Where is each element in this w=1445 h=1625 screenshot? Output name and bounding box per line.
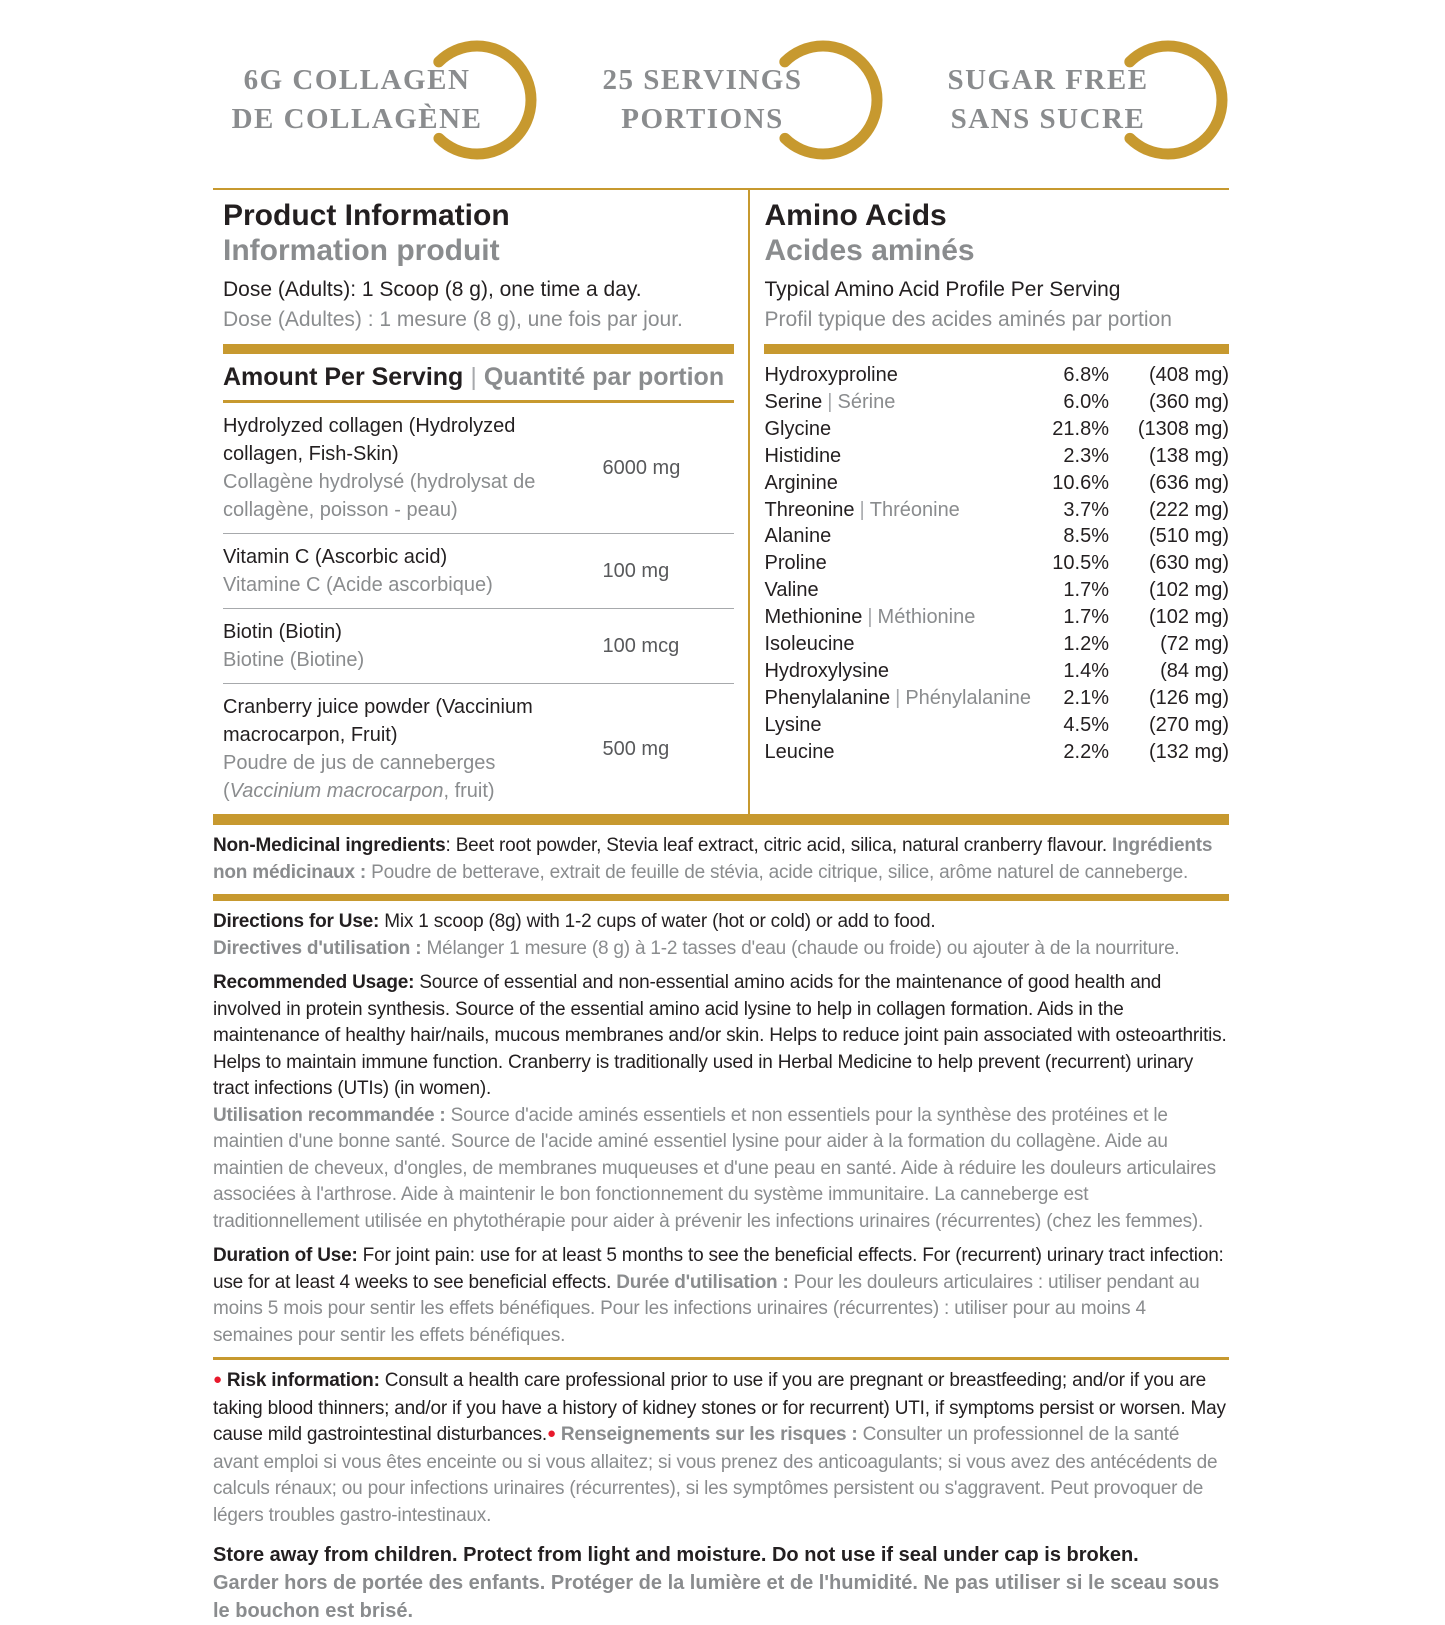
ingredient-table xyxy=(223,403,734,814)
non-medicinal-label-en: Non-Medicinal ingredients xyxy=(213,835,446,856)
dose-en: Dose (Adults): 1 Scoop (8 g), one time a day. xyxy=(223,278,642,301)
amino-acid-mg: (102 mg) xyxy=(1148,606,1229,629)
ingredient-name-en: Cranberry juice powder (Vaccinium macrocarpon, Fruit) xyxy=(223,696,533,746)
amino-acid-percent: 1.4% xyxy=(1063,659,1109,682)
amino-acid-row xyxy=(764,389,1229,416)
amino-acid-mg: (360 mg) xyxy=(1148,390,1229,413)
non-medicinal-section: Non-Medicinal ingredients: Beet root powder, Stevia leaf extract, citric acid, silica, natural cranberry flavour. Ingrédients non médicinaux : Poudre de betterave, extrait de feuille de stévia, acide citrique, silice, arôme naturel de canneberge. xyxy=(213,835,1213,883)
ingredient-amount: 6000 mg xyxy=(602,456,681,479)
badges-row xyxy=(213,24,1229,176)
ingredient-name-fr: Poudre de jus de canneberges (Vaccinium macrocarpon, fruit) xyxy=(223,752,496,802)
badge-line-2: PORTIONS xyxy=(621,103,784,135)
storage-text-en: Store away from children. Protect from light and moisture. Do not use if seal under cap is broken. xyxy=(213,1544,1139,1566)
amino-acid-row xyxy=(764,631,1229,658)
amino-acid-percent: 1.7% xyxy=(1063,606,1109,629)
amino-acid-mg: (408 mg) xyxy=(1148,364,1229,386)
ingredient-names xyxy=(223,618,596,674)
amino-acid-mg: (1308 mg) xyxy=(1137,417,1229,440)
amino-subtitle-en: Typical Amino Acid Profile Per Serving xyxy=(764,278,1121,301)
ingredient-name-fr: Vitamine C (Acide ascorbique) xyxy=(223,574,493,596)
amino-acid-mg: (102 mg) xyxy=(1148,579,1229,602)
ingredient-name-en: Biotin (Biotin) xyxy=(223,621,342,643)
amino-acid-percent: 2.1% xyxy=(1063,686,1109,709)
amino-acid-mg: (636 mg) xyxy=(1148,471,1229,494)
amino-acid-name: Phenylalanine | Phénylalanine xyxy=(764,686,1031,709)
amount-per-serving-header xyxy=(223,354,734,400)
ingredient-name-fr: Collagène hydrolysé (hydrolysat de collagène, poisson - peau) xyxy=(223,471,536,521)
red-dot-icon: ● xyxy=(213,1371,222,1388)
amino-acid-name: Isoleucine xyxy=(764,633,855,656)
ingredient-row xyxy=(223,683,734,814)
directions-section: Directions for Use: Mix 1 scoop (8g) with 1-2 cups of water (hot or cold) or add to food. Directives d'utilisation : Mélanger 1 mesure (8 g) à 1-2 tasses d'eau (chaude ou froide) ou ajouter à de la nourriture. xyxy=(213,911,1180,959)
amino-acid-name: Hydroxyproline xyxy=(764,364,898,386)
duration-section: Duration of Use: For joint pain: use for at least 5 months to see the beneficial effects. For (recurrent) urinary tract infection: use for at least 4 weeks to see beneficial effects. Durée d'utilisation : Pour les douleurs articulaires : utiliser pendant au moins 5 mois pour sentir les effets bénéfiques. Pour les infections urinaires (récurrentes) : utiliser pour au moins 4 semaines pour sentir les effets bénéfiques. xyxy=(213,1245,1224,1346)
amino-acid-name: Arginine xyxy=(764,471,838,494)
amino-acid-row xyxy=(764,443,1229,470)
red-dot-icon: ● xyxy=(546,1425,556,1442)
storage-section xyxy=(213,1541,1229,1625)
amino-acid-percent: 10.5% xyxy=(1052,552,1109,575)
ingredient-name-en: Vitamin C (Ascorbic acid) xyxy=(223,546,448,568)
amino-acid-row xyxy=(764,739,1229,766)
ingredient-amount: 500 mg xyxy=(602,737,670,760)
amino-acid-row xyxy=(764,712,1229,739)
amino-acids-panel xyxy=(750,190,1229,814)
badge xyxy=(559,24,884,176)
amount-per-serving-fr: Quantité par portion xyxy=(483,363,725,391)
amino-acid-percent: 1.7% xyxy=(1063,579,1109,602)
directions-label-fr: Directives d'utilisation : xyxy=(213,937,427,959)
badge-line-1: 6G COLLAGEN xyxy=(243,64,471,96)
dose-fr: Dose (Adultes) : 1 mesure (8 g), une fois par jour. xyxy=(223,308,683,331)
amino-acid-mg: (222 mg) xyxy=(1148,498,1229,521)
amino-acid-percent: 2.2% xyxy=(1063,740,1109,763)
ingredient-row xyxy=(223,403,734,533)
ingredient-names xyxy=(223,543,596,599)
badge-line-1: 25 SERVINGS xyxy=(602,64,803,96)
badge-text xyxy=(213,61,501,139)
amino-acid-percent: 3.7% xyxy=(1063,498,1109,521)
amino-acid-name: Threonine | Thréonine xyxy=(764,498,960,521)
amino-acid-row xyxy=(764,550,1229,577)
amino-acid-row xyxy=(764,362,1229,389)
duration-label-en: Duration of Use: xyxy=(213,1245,363,1266)
amino-acid-row xyxy=(764,416,1229,443)
duration-label-fr: Durée d'utilisation : xyxy=(616,1271,794,1293)
amino-acid-mg: (138 mg) xyxy=(1148,444,1229,467)
amino-acid-name: Proline xyxy=(764,552,827,575)
ingredient-amount: 100 mcg xyxy=(602,634,680,657)
amino-acid-name: Histidine xyxy=(764,444,842,467)
badge xyxy=(904,24,1229,176)
badge-line-2: DE COLLAGÈNE xyxy=(231,103,483,135)
amino-acid-mg: (510 mg) xyxy=(1148,525,1229,548)
amount-per-serving-en: Amount Per Serving xyxy=(223,363,464,391)
badge-line-1: SUGAR FREE xyxy=(947,64,1149,96)
amino-acid-name: Alanine xyxy=(764,525,832,548)
amino-acid-row xyxy=(764,604,1229,631)
amino-acid-row xyxy=(764,470,1229,497)
amino-acid-mg: (126 mg) xyxy=(1148,686,1229,709)
amino-acid-name: Glycine xyxy=(764,417,832,440)
badge-text xyxy=(904,61,1192,139)
recommended-label-fr: Utilisation recommandée : xyxy=(213,1104,451,1126)
amino-acid-percent: 10.6% xyxy=(1052,471,1109,494)
amino-acid-row xyxy=(764,685,1229,712)
amino-subtitle-fr: Profil typique des acides aminés par portion xyxy=(764,308,1172,331)
info-columns xyxy=(213,188,1229,814)
ingredient-names xyxy=(223,693,596,805)
amino-acid-name: Serine | Sérine xyxy=(764,390,896,413)
amino-acid-percent: 6.8% xyxy=(1063,364,1109,386)
amino-acids-title-fr: Acides aminés xyxy=(764,234,975,267)
amino-acid-name: Methionine | Méthionine xyxy=(764,606,976,629)
amino-acid-percent: 21.8% xyxy=(1052,417,1109,440)
amino-acid-name: Valine xyxy=(764,579,819,602)
amino-acid-row xyxy=(764,658,1229,685)
risk-label-fr: Renseignements sur les risques : xyxy=(560,1424,863,1445)
amino-acid-row xyxy=(764,523,1229,550)
amino-acid-mg: (84 mg) xyxy=(1160,659,1229,682)
amino-acid-mg: (132 mg) xyxy=(1148,740,1229,763)
directions-label-en: Directions for Use: xyxy=(213,911,385,932)
ingredient-name-fr: Biotine (Biotine) xyxy=(223,649,365,671)
storage-text-fr: Garder hors de portée des enfants. Protéger de la lumière et de l'humidité. Ne pas utiliser si le sceau sous le bouchon est brisé. xyxy=(213,1572,1220,1622)
section-divider-bar xyxy=(213,814,1229,825)
risk-section: ● Risk information: Consult a health care professional prior to use if you are pregnant or breastfeeding; and/or if you are taking blood thinners; and/or if you have a history of kidney stones or for recurrent) UTI, if symptoms persist or worsen. May cause mild gastrointestinal disturbances.● Renseignements sur les risques : Consulter un professionnel de la santé avant emploi si vous êtes enceinte ou si vous allaitez; si vous prenez des anticoagulants; si vous avez des antécédents de calculs rénaux; ou pour infections urinaires (récurrentes), si les symptômes persistent ou s'aggravent. Peut provoquer de légers troubles gastro-intestinaux. xyxy=(213,1370,1226,1526)
amino-acid-row xyxy=(764,497,1229,524)
product-info-title-en: Product Information xyxy=(223,199,510,232)
amino-acid-percent: 6.0% xyxy=(1063,390,1109,413)
recommended-usage-section: Recommended Usage: Source of essential and non-essential amino acids for the maintenance of good health and involved in protein synthesis. Source of the essential amino acid lysine to help in collagen formation. Aids in the maintenance of healthy hair/nails, mucous membranes and/or skin. Helps to reduce joint pain associated with osteoarthritis. Helps to maintain immune function. Cranberry is traditionally used in Herbal Medicine to help prevent (recurrent) urinary tract infections (UTIs) (in women). Utilisation recommandée : Source d'acide aminés essentiels et non essentiels pour la synthèse des protéines et le maintien d'une bonne santé. Source de l'acide aminé essentiel lysine pour aider à la formation du collagène. Aide au maintien de cheveux, d'ongles, de membranes muqueuses et d'une peau en santé. Aide à réduire les douleurs articulaires associées à l'arthrose. Aide à maintenir le bon fonctionnement du système immunitaire. La canneberge est traditionnellement utilisée en phytothérapie pour aider à prévenir les infections urinaires (récurrentes) (chez les femmes). xyxy=(213,972,1227,1232)
amino-acid-percent: 1.2% xyxy=(1063,633,1109,656)
header-separator: | xyxy=(470,363,477,391)
section-divider-line xyxy=(213,1357,1229,1360)
amino-acid-name: Hydroxylysine xyxy=(764,659,889,682)
amino-acid-mg: (270 mg) xyxy=(1148,713,1229,736)
risk-label-en: Risk information: xyxy=(226,1370,385,1391)
ingredient-row xyxy=(223,608,734,683)
amino-acids-title-en: Amino Acids xyxy=(764,199,947,232)
product-info-title-fr: Information produit xyxy=(223,234,500,267)
amino-acid-mg: (630 mg) xyxy=(1148,552,1229,575)
ingredient-names xyxy=(223,412,596,524)
non-medicinal-label-fr: Ingrédients non médicinaux : xyxy=(213,835,1213,883)
amino-acid-row xyxy=(764,577,1229,604)
badge xyxy=(213,24,538,176)
recommended-label-en: Recommended Usage: xyxy=(213,972,420,993)
ingredient-name-en: Hydrolyzed collagen (Hydrolyzed collagen, Fish-Skin) xyxy=(223,415,516,465)
ingredient-amount: 100 mg xyxy=(602,559,670,582)
gold-bar xyxy=(764,344,1229,354)
product-information-panel xyxy=(213,190,750,814)
amino-acid-name: Lysine xyxy=(764,713,822,736)
amino-acid-table xyxy=(764,354,1229,766)
amino-acid-percent: 8.5% xyxy=(1063,525,1109,548)
gold-bar xyxy=(223,344,734,354)
amino-acid-percent: 4.5% xyxy=(1063,713,1109,736)
amino-acid-name: Leucine xyxy=(764,740,835,763)
section-divider-bar xyxy=(213,894,1229,901)
badge-line-2: SANS SUCRE xyxy=(950,103,1146,135)
amino-acid-mg: (72 mg) xyxy=(1160,633,1229,656)
badge-text xyxy=(559,61,847,139)
amino-acid-percent: 2.3% xyxy=(1063,444,1109,467)
ingredient-row xyxy=(223,533,734,608)
